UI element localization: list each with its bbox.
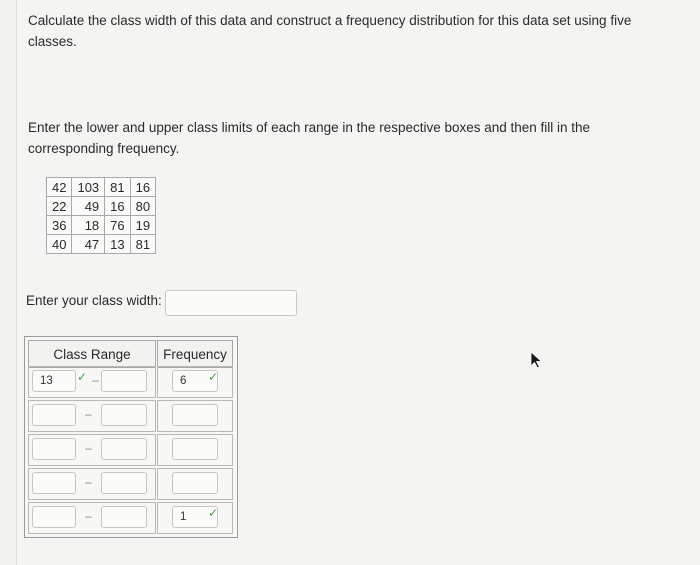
table-cell: 103 xyxy=(72,178,105,197)
lower-limit-input[interactable] xyxy=(32,472,76,494)
range-dash: – xyxy=(92,373,99,387)
frequency-row xyxy=(157,434,233,466)
table-cell: 40 xyxy=(47,235,72,254)
upper-limit-input[interactable] xyxy=(101,404,147,426)
table-cell: 16 xyxy=(130,178,155,197)
instruction-text-2: Enter the lower and upper class limits of each range in the respective boxes and then fill in the corresponding frequency. xyxy=(28,120,591,156)
lower-limit-input[interactable] xyxy=(32,506,76,528)
table-cell: 13 xyxy=(105,235,130,254)
class-range-row xyxy=(28,434,156,466)
upper-limit-input[interactable] xyxy=(101,506,147,528)
class-range-row xyxy=(28,400,156,432)
class-width-label: Enter your class width: xyxy=(26,293,162,308)
range-dash: – xyxy=(85,509,92,523)
header-frequency: Frequency xyxy=(157,340,233,368)
table-cell: 47 xyxy=(72,235,105,254)
table-cell: 76 xyxy=(105,216,130,235)
range-dash: – xyxy=(85,475,92,489)
table-row xyxy=(47,235,156,254)
frequency-row xyxy=(157,400,233,432)
table-cell: 42 xyxy=(47,178,72,197)
mouse-cursor-icon xyxy=(530,351,544,369)
class-range-row xyxy=(28,366,156,398)
check-icon: ✓ xyxy=(208,370,219,384)
lower-limit-input[interactable] xyxy=(32,438,76,460)
check-icon: ✓ xyxy=(77,370,88,384)
frequency-table xyxy=(24,336,238,538)
table-row xyxy=(47,197,156,216)
upper-limit-input[interactable] xyxy=(101,472,147,494)
table-cell: 81 xyxy=(105,178,130,197)
table-cell: 36 xyxy=(47,216,72,235)
table-cell: 22 xyxy=(47,197,72,216)
frequency-input[interactable]: 1 xyxy=(172,506,218,528)
table-row xyxy=(47,216,156,235)
data-table xyxy=(46,177,156,254)
class-width-input[interactable] xyxy=(165,290,297,316)
table-cell: 81 xyxy=(130,235,155,254)
range-dash: – xyxy=(85,407,92,421)
frequency-row xyxy=(157,502,233,534)
table-cell: 19 xyxy=(130,216,155,235)
frequency-input[interactable] xyxy=(172,438,218,460)
table-cell: 16 xyxy=(105,197,130,216)
upper-limit-input[interactable] xyxy=(101,370,147,392)
lower-limit-input[interactable] xyxy=(32,404,76,426)
table-cell: 18 xyxy=(72,216,105,235)
check-icon: ✓ xyxy=(208,506,219,520)
table-row xyxy=(47,178,156,197)
instruction-text-1: Calculate the class width of this data and construct a frequency distribution for this data set using five classes. xyxy=(28,13,632,49)
table-cell: 80 xyxy=(130,197,155,216)
class-range-row xyxy=(28,468,156,500)
frequency-input[interactable]: 6 xyxy=(172,370,218,392)
upper-limit-input[interactable] xyxy=(101,438,147,460)
header-class-range: Class Range xyxy=(28,340,156,368)
frequency-input[interactable] xyxy=(172,404,218,426)
class-range-row xyxy=(28,502,156,534)
frequency-row xyxy=(157,468,233,500)
lower-limit-input[interactable]: 13 xyxy=(32,370,76,392)
frequency-row xyxy=(157,366,233,398)
table-cell: 49 xyxy=(72,197,105,216)
range-dash: – xyxy=(85,441,92,455)
frequency-input[interactable] xyxy=(172,472,218,494)
